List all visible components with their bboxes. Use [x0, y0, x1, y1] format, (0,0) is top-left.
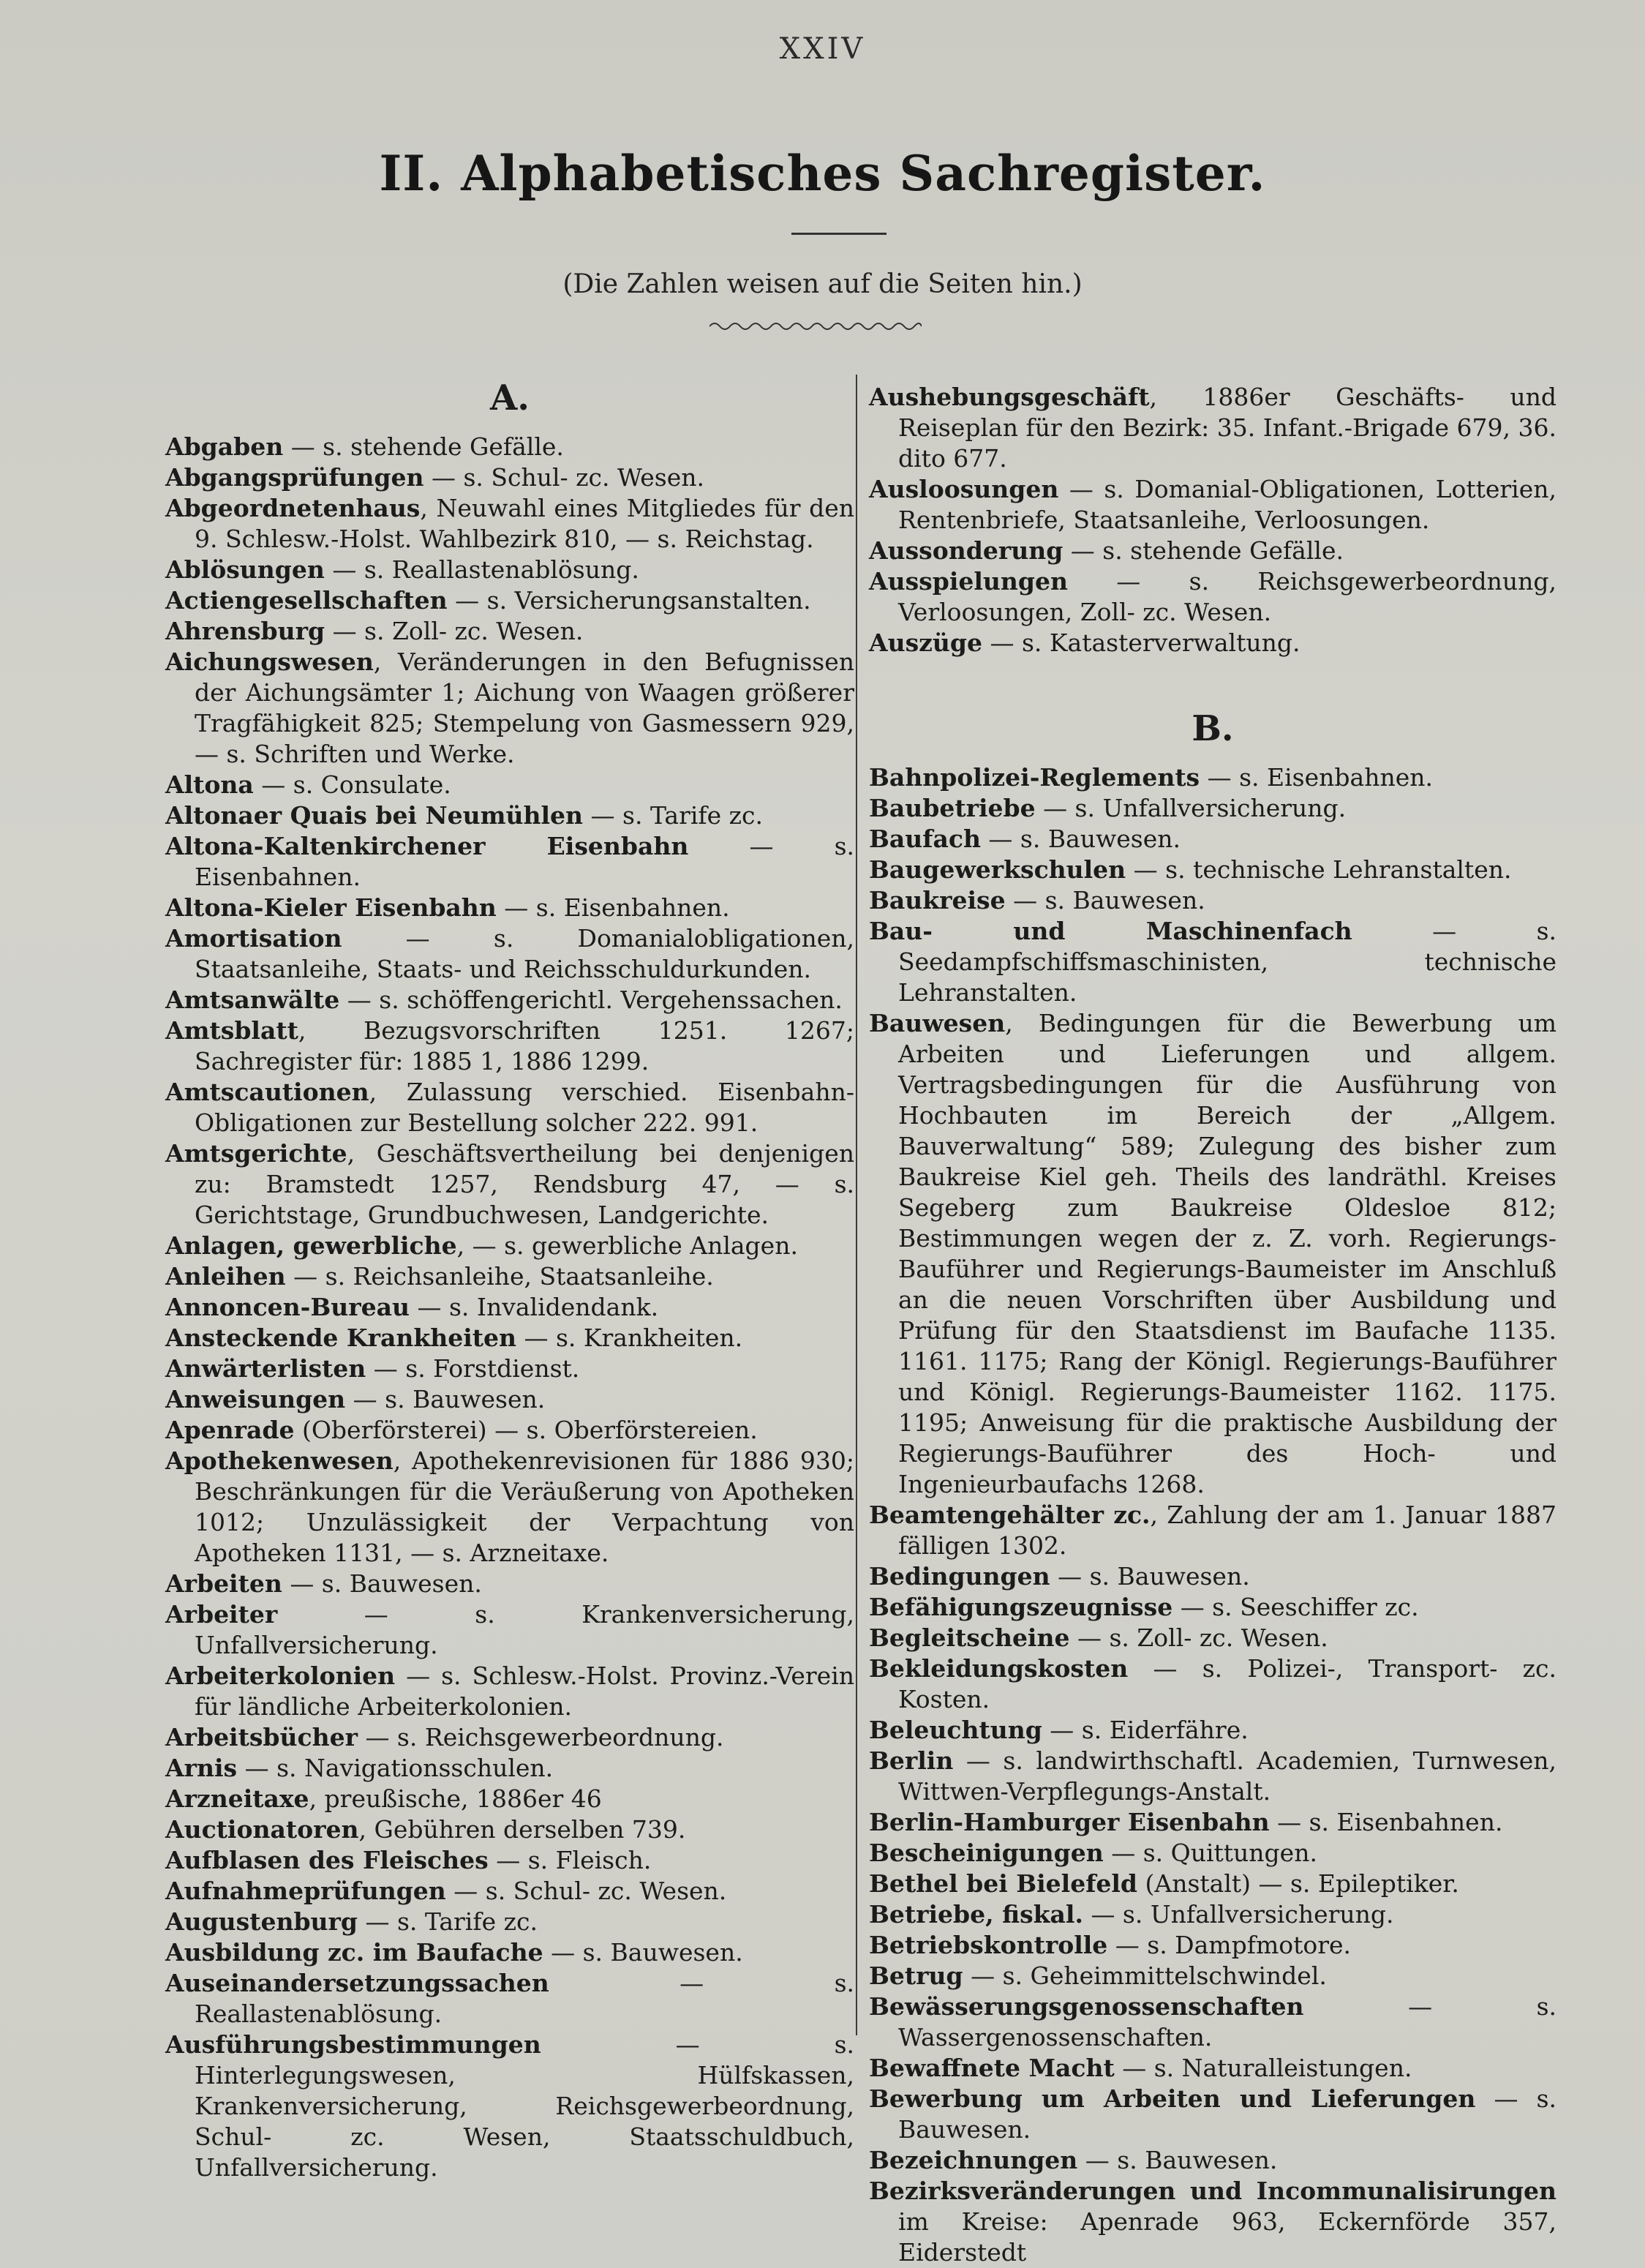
index-reference: — s. Unfallversicherung.	[1083, 1900, 1394, 1929]
page-number: XXIV	[779, 32, 866, 66]
index-entry	[869, 855, 1556, 885]
index-reference: , Veränderungen in den Befugnissen der Aichungsämter 1; Aichung von Waagen größerer Tragfähigkeit 825; Stempelung von Gasmessern 929, — s. Schriften und Werke.	[195, 647, 854, 768]
index-reference: , Bedingungen für die Bewerbung um Arbeiten und Lieferungen und allgem. Vertragsbedingungen für die Ausführung von Hochbauten im Bereich der „Allgem. Bauverwaltung“ 589; Zulegung des bisher zum Baukreise Kiel geh. Theils des landräthl. Kreises Segeberg zum Baukreise Oldesloe 812; Bestimmungen wegen der z. Z. vorh. Regierungs-Bauführer und Regierungs-Baumeister im Anschluß an die neuen Vorschriften über Ausbildung und Prüfung für den Staatsdienst im Baufache 1135. 1161. 1175; Rang der Königl. Regierungs-Bauführer und Königl. Regierungs-Baumeister 1162. 1175. 1195; Anweisung für die praktische Ausbildung der Regierungs-Bauführer des Hoch- und Ingenieurbaufachs 1268.	[898, 1009, 1556, 1498]
index-entry	[869, 1838, 1556, 1869]
index-entry	[869, 536, 1556, 566]
index-term: Begleitscheine	[869, 1623, 1070, 1652]
index-entry	[869, 762, 1556, 793]
index-term: Ausführungsbestimmungen	[165, 2030, 541, 2059]
index-entry	[869, 1961, 1556, 1991]
index-reference: — s. Schul- zc. Wesen.	[445, 1877, 727, 1905]
index-reference: — s. Hinterlegungswesen, Hülfskassen, Krankenversicherung, Reichsgewerbeordnung, Schul- zc. Wesen, Staatsschuldbuch, Unfallversicherung.	[195, 2030, 854, 2182]
index-entry	[165, 893, 854, 923]
index-term: Bedingungen	[869, 1562, 1050, 1591]
index-entry	[165, 1015, 854, 1077]
index-entry	[869, 1561, 1556, 1592]
index-term: Bewässerungsgenossenschaften	[869, 1992, 1304, 2021]
index-entry	[869, 1991, 1556, 2053]
index-entry	[869, 2084, 1556, 2145]
index-entry	[165, 616, 854, 647]
index-reference: — s. Reallastenablösung.	[195, 1969, 854, 2028]
index-reference: — s. Unfallversicherung.	[1035, 794, 1347, 822]
index-term: Bekleidungskosten	[869, 1654, 1129, 1683]
index-entry	[869, 1500, 1556, 1561]
index-reference: — s. Dampfmotore.	[1107, 1931, 1352, 1959]
index-reference: — s. Consulate.	[253, 770, 451, 799]
column-divider	[856, 375, 857, 2035]
index-entry	[869, 1008, 1556, 1500]
index-term: Altona-Kieler Eisenbahn	[165, 893, 497, 922]
index-term: Ausspielungen	[869, 567, 1068, 596]
index-reference: — s. Katasterverwaltung.	[982, 628, 1300, 657]
index-term: Actiengesellschaften	[165, 586, 448, 615]
index-entry	[869, 1746, 1556, 1807]
index-term: Beamtengehälter zc.	[869, 1501, 1151, 1529]
index-entry	[165, 831, 854, 893]
index-reference: — s. Eisenbahnen.	[195, 832, 855, 891]
right-top-entry-list	[869, 382, 1556, 658]
index-reference: , 1886er Geschäfts- und Reiseplan für den Bezirk: 35. Infant.-Brigade 679, 36. dito 677.	[898, 383, 1556, 473]
index-term: Anweisungen	[165, 1385, 346, 1413]
index-entry	[869, 824, 1556, 855]
index-term: Bauwesen	[869, 1009, 1006, 1037]
index-reference: — s. landwirthschaftl. Academien, Turnwesen, Wittwen-Verpflegungs-Anstalt.	[898, 1746, 1556, 1806]
index-term: Arbeiten	[165, 1569, 282, 1598]
index-reference: — s. Quittungen.	[1103, 1839, 1317, 1867]
index-entry	[165, 1446, 854, 1569]
index-term: Arbeiter	[165, 1600, 278, 1629]
index-entry	[165, 462, 854, 493]
index-reference: — s. Bauwesen.	[898, 2084, 1556, 2144]
index-reference: — s. Reichsgewerbeordnung.	[357, 1723, 724, 1751]
index-term: Amtsanwälte	[165, 985, 340, 1014]
index-term: Bezirksveränderungen und Incommunalisirungen	[869, 2177, 1556, 2205]
index-reference: — s. Eisenbahnen.	[1200, 763, 1433, 792]
index-reference: im Kreise: Apenrade 963, Eckernförde 357, Eiderstedt	[898, 2207, 1556, 2267]
index-term: Betrug	[869, 1961, 963, 1990]
index-entry	[869, 2145, 1556, 2176]
index-entry	[165, 1599, 854, 1661]
index-reference: — s. Seeschiffer zc.	[1172, 1593, 1419, 1621]
index-term: Abgangsprüfungen	[165, 463, 424, 492]
index-reference: — s. Eisenbahnen.	[496, 893, 730, 922]
index-entry	[165, 1722, 854, 1753]
index-reference: — s. Domanialobligationen, Staatsanleihe, Staats- und Reichsschuldurkunden.	[195, 924, 854, 983]
index-entry	[165, 647, 854, 770]
index-entry	[165, 1292, 854, 1323]
index-term: Apothekenwesen	[165, 1446, 394, 1475]
index-entry	[165, 1784, 854, 1814]
index-entry	[165, 1569, 854, 1599]
section-letter-a: A.	[490, 378, 530, 418]
index-entry	[165, 1814, 854, 1845]
index-term: Bewaffnete Macht	[869, 2054, 1115, 2082]
index-reference: — s. Eiderfähre.	[1042, 1716, 1249, 1744]
index-term: Berlin-Hamburger Eisenbahn	[869, 1808, 1270, 1836]
index-term: Annoncen-Bureau	[165, 1293, 410, 1321]
index-reference: — s. Bauwesen.	[1077, 2146, 1278, 2174]
index-reference: , preußische, 1886er 46	[309, 1784, 602, 1813]
index-entry	[869, 1715, 1556, 1746]
index-term: Anlagen, gewerbliche	[165, 1231, 457, 1260]
index-entry	[869, 2053, 1556, 2084]
index-term: Amtscautionen	[165, 1078, 369, 1106]
index-reference: — s. Forstdienst.	[366, 1354, 580, 1383]
index-term: Betriebe, fiskal.	[869, 1900, 1083, 1929]
index-reference: , Apothekenrevisionen für 1886 930; Beschränkungen für die Veräußerung von Apotheken 1012; Unzulässigkeit der Verpachtung von Apotheken 1131, — s. Arzneitaxe.	[195, 1446, 854, 1567]
index-term: Aufnahmeprüfungen	[165, 1877, 446, 1905]
index-reference: — s. schöffengerichtl. Vergehenssachen.	[339, 985, 843, 1014]
index-entry	[165, 1907, 854, 1937]
right-b-entry-list	[869, 762, 1556, 2268]
page-title: II. Alphabetisches Sachregister.	[379, 145, 1266, 202]
index-entry	[165, 2029, 854, 2183]
index-term: Aufblasen des Fleisches	[165, 1846, 489, 1874]
index-term: Bescheinigungen	[869, 1839, 1104, 1867]
index-reference: — s. Bauwesen.	[980, 825, 1181, 853]
index-term: Baugewerkschulen	[869, 855, 1126, 884]
index-entry	[165, 1661, 854, 1722]
index-term: Abgeordnetenhaus	[165, 494, 421, 522]
index-entry	[165, 1845, 854, 1876]
index-term: Ablösungen	[165, 555, 325, 584]
right-column	[869, 382, 1556, 2268]
index-reference: — s. Zoll- zc. Wesen.	[1069, 1623, 1328, 1652]
index-term: Arbeitsbücher	[165, 1723, 358, 1751]
index-term: Bau- und Maschinenfach	[869, 917, 1352, 945]
left-column	[165, 372, 854, 2183]
wavy-ornament	[709, 319, 922, 334]
index-entry	[869, 382, 1556, 474]
index-entry	[165, 1415, 854, 1446]
index-reference: (Oberförsterei) — s. Oberförstereien.	[294, 1416, 758, 1444]
index-entry	[165, 1384, 854, 1415]
index-reference: , Geschäftsvertheilung bei denjenigen zu: Bramstedt 1257, Rendsburg 47, — s. Gerichtstage, Grundbuchwesen, Landgerichte.	[195, 1139, 854, 1229]
index-term: Auseinandersetzungssachen	[165, 1969, 549, 1997]
index-term: Abgaben	[165, 432, 284, 461]
index-entry	[165, 1077, 854, 1138]
index-reference: (Anstalt) — s. Epileptiker.	[1137, 1869, 1459, 1898]
index-entry	[869, 1869, 1556, 1899]
index-reference: — s. Geheimmittelschwindel.	[963, 1961, 1327, 1990]
left-entry-list	[165, 432, 854, 2183]
index-reference: — s. Versicherungsanstalten.	[447, 586, 811, 615]
index-entry	[165, 800, 854, 831]
index-reference: — s. Schlesw.-Holst. Provinz.-Verein für ländliche Arbeiterkolonien.	[195, 1661, 854, 1721]
index-entry	[165, 555, 854, 585]
index-entry	[165, 493, 854, 555]
index-reference: — s. Tarife zc.	[583, 801, 763, 830]
index-entry	[869, 1807, 1556, 1838]
index-reference: — s. Naturalleistungen.	[1114, 2054, 1412, 2082]
index-term: Bethel bei Bielefeld	[869, 1869, 1137, 1898]
index-entry	[165, 1261, 854, 1292]
index-term: Baukreise	[869, 886, 1006, 915]
index-term: Aushebungsgeschäft	[869, 383, 1150, 411]
title-rule	[791, 233, 887, 235]
index-entry	[869, 1899, 1556, 1930]
index-entry	[165, 1231, 854, 1261]
index-reference: , Zulassung verschied. Eisenbahn-Obligationen zur Bestellung solcher 222. 991.	[195, 1078, 854, 1137]
index-term: Ausbildung zc. im Baufache	[165, 1938, 543, 1967]
index-term: Amtsblatt	[165, 1016, 298, 1045]
index-entry	[165, 985, 854, 1015]
index-term: Apenrade	[165, 1416, 295, 1444]
index-term: Ausloosungen	[869, 475, 1059, 503]
index-entry	[165, 1138, 854, 1231]
index-entry	[869, 1592, 1556, 1623]
index-reference: — s. Zoll- zc. Wesen.	[325, 617, 584, 645]
index-reference: , — s. gewerbliche Anlagen.	[456, 1231, 798, 1260]
index-entry	[165, 432, 854, 462]
index-term: Arbeiterkolonien	[165, 1661, 396, 1690]
index-term: Ansteckende Krankheiten	[165, 1323, 516, 1352]
index-reference: — s. Reallastenablösung.	[324, 555, 639, 584]
index-entry	[165, 1968, 854, 2029]
index-entry	[869, 2176, 1556, 2268]
index-reference: — s. Tarife zc.	[358, 1907, 538, 1936]
index-reference: — s. Eisenbahnen.	[1269, 1808, 1503, 1836]
index-term: Aussonderung	[869, 536, 1064, 565]
index-term: Berlin	[869, 1746, 954, 1775]
index-entry	[165, 1937, 854, 1968]
index-entry	[869, 566, 1556, 628]
index-reference: — s. stehende Gefälle.	[1063, 536, 1344, 565]
index-term: Anwärterlisten	[165, 1354, 366, 1383]
index-term: Baufach	[869, 825, 981, 853]
index-reference: — s. stehende Gefälle.	[283, 432, 564, 461]
index-entry	[165, 1323, 854, 1353]
index-entry	[869, 1623, 1556, 1653]
page-subtitle: (Die Zahlen weisen auf die Seiten hin.)	[562, 269, 1083, 299]
index-reference: — s. Invalidendank.	[410, 1293, 659, 1321]
index-reference: — s. Bauwesen.	[345, 1385, 546, 1413]
index-term: Auszüge	[869, 628, 982, 657]
index-entry	[165, 585, 854, 616]
index-reference: — s. Wassergenossenschaften.	[898, 1992, 1556, 2051]
index-reference: — s. Reichsanleihe, Staatsanleihe.	[285, 1262, 714, 1291]
index-reference: , Zahlung der am 1. Januar 1887 fälligen 1302.	[898, 1501, 1556, 1560]
index-term: Anleihen	[165, 1262, 286, 1291]
index-entry	[165, 1753, 854, 1784]
index-entry	[165, 923, 854, 985]
index-term: Auctionatoren	[165, 1815, 359, 1844]
index-entry	[165, 1876, 854, 1907]
index-entry	[869, 1930, 1556, 1961]
index-reference: — s. Domanial-Obligationen, Lotterien, Rentenbriefe, Staatsanleihe, Verloosungen.	[898, 475, 1556, 534]
index-entry	[869, 885, 1556, 916]
index-term: Betriebskontrolle	[869, 1931, 1108, 1959]
index-term: Befähigungszeugnisse	[869, 1593, 1173, 1621]
index-term: Bezeichnungen	[869, 2146, 1078, 2174]
index-entry	[869, 628, 1556, 658]
index-reference: — s. Schul- zc. Wesen.	[424, 463, 704, 492]
index-reference: — s. Fleisch.	[488, 1846, 652, 1874]
index-term: Amtsgerichte	[165, 1139, 347, 1168]
index-reference: — s. Krankheiten.	[516, 1323, 743, 1352]
index-term: Augustenburg	[165, 1907, 358, 1936]
index-reference: — s. Reichsgewerbeordnung, Verloosungen, Zoll- zc. Wesen.	[898, 567, 1556, 626]
index-reference: — s. Bauwesen.	[282, 1569, 482, 1598]
index-reference: — s. Polizei-, Transport- zc. Kosten.	[898, 1654, 1556, 1713]
index-term: Aichungswesen	[165, 647, 374, 676]
index-term: Arnis	[165, 1754, 238, 1782]
index-entry	[869, 916, 1556, 1008]
index-term: Baubetriebe	[869, 794, 1036, 822]
index-reference: — s. Bauwesen.	[543, 1938, 743, 1967]
index-term: Beleuchtung	[869, 1716, 1042, 1744]
index-reference: , Bezugsvorschriften 1251. 1267; Sachregister für: 1885 1, 1886 1299.	[195, 1016, 854, 1075]
index-reference: — s. technische Lehranstalten.	[1126, 855, 1512, 884]
index-entry	[869, 793, 1556, 824]
index-term: Altonaer Quais bei Neumühlen	[165, 801, 584, 830]
index-reference: — s. Krankenversicherung, Unfallversicherung.	[195, 1600, 854, 1659]
index-term: Bewerbung um Arbeiten und Lieferungen	[869, 2084, 1476, 2113]
index-reference: — s. Bauwesen.	[1005, 886, 1205, 915]
index-reference: , Neuwahl eines Mitgliedes für den 9. Schlesw.-Holst. Wahlbezirk 810, — s. Reichstag.	[195, 494, 854, 553]
index-reference: — s. Bauwesen.	[1050, 1562, 1250, 1591]
index-reference: — s. Seedampfschiffsmaschinisten, technische Lehranstalten.	[898, 917, 1556, 1007]
index-term: Arzneitaxe	[165, 1784, 309, 1813]
index-entry	[869, 1653, 1556, 1715]
index-term: Ahrensburg	[165, 617, 325, 645]
index-term: Altona	[165, 770, 254, 799]
index-term: Bahnpolizei-Reglements	[869, 763, 1200, 792]
index-reference: — s. Navigationsschulen.	[237, 1754, 554, 1782]
index-term: Altona-Kaltenkirchener Eisenbahn	[165, 832, 689, 860]
index-entry	[869, 474, 1556, 536]
section-letter-b: B.	[1192, 708, 1234, 749]
index-reference: , Gebühren derselben 739.	[358, 1815, 686, 1844]
index-entry	[165, 1353, 854, 1384]
index-entry	[165, 770, 854, 800]
index-term: Amortisation	[165, 924, 342, 953]
